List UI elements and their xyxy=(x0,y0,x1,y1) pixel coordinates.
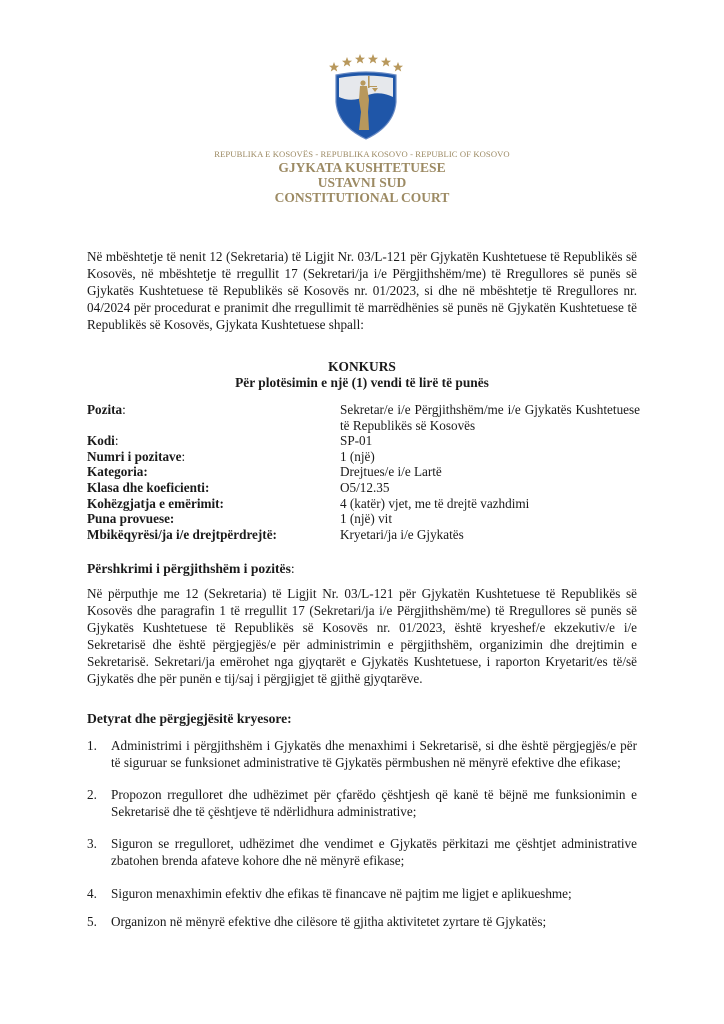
info-row-category xyxy=(87,464,647,480)
court-name-english: CONSTITUTIONAL COURT xyxy=(274,190,450,205)
stars-icon xyxy=(329,54,403,72)
court-name-albanian: GJYKATA KUSHTETUESE xyxy=(278,160,446,175)
list-item: 1. Administrimi i përgjithshëm i Gjykatës dhe menaxhimi i Sekretarisë, si dhe është përgjegjës/e për të siguruar se funksionet administrative të Gjykatës përmbushen në mënyrë efektive dhe efikase; xyxy=(87,738,637,770)
info-value: O5/12.35 xyxy=(340,479,390,495)
announcement-heading xyxy=(0,359,724,391)
info-label: Pozita xyxy=(87,402,123,417)
info-label: Puna provuese: xyxy=(87,511,175,527)
info-row-appointment-duration xyxy=(87,496,647,512)
list-item: 5. Organizon në mënyrë efektive dhe cilësore të gjitha aktivitetet zyrtare të Gjykatës; xyxy=(87,914,547,930)
position-info-table xyxy=(87,402,647,542)
info-value: 4 (katër) vjet, me të drejtë vazhdimi xyxy=(340,495,530,511)
list-item: 2. Propozon rregulloret dhe udhëzimet për çfarëdo çështjesh që kanë të bëjnë me funksionimin e Sekretarisë dhe të çështjeve të ndërlidhura administrative; xyxy=(87,787,637,819)
info-row-probation xyxy=(87,511,647,527)
info-value: 1 (një) vit xyxy=(340,511,393,527)
info-label: Kodi xyxy=(87,433,115,449)
info-row-position: Pozita: Sekretar/e i/e Përgjithshëm/me i/e Gjykatës Kushtetuese të Republikës së Kosovës xyxy=(87,402,640,433)
info-value: Kryetari/ja i/e Gjykatës xyxy=(340,526,464,542)
duties-heading: Detyrat dhe përgjegjësitë kryesore: xyxy=(87,711,292,726)
intro-paragraph: Në mbështetje të nenit 12 (Sekretaria) të Ligjit Nr. 03/L-121 për Gjykatën Kushtetuese të Republikës së Kosovës, në mbështetje të rregullit 17 (Sekretari/ja i/e Përgjithshëm/me) të Rregullores së punës së Gjykatës Kushtetuese të Republikës së Kosovës nr. 01/2023, si dhe në mbështetje të Rregullores nr. 04/2024 për procedurat e pranimit dhe rregullimit të marrëdhënies së punës në Gjykatën Kushtetuese të Republikës së Kosovës, Gjykata Kushtetuese shpall: xyxy=(87,249,637,332)
duties-list xyxy=(87,738,637,947)
list-item: 3. Siguron se rregulloret, udhëzimet dhe vendimet e Gjykatës përkitazi me çështjet administrative zbatohen brenda afateve kohore dhe në mënyrë efikase; xyxy=(87,836,637,868)
info-label: Kategoria: xyxy=(87,464,148,480)
court-name-serbian: USTAVNI SUD xyxy=(317,175,407,190)
info-value: Drejtues/e i/e Lartë xyxy=(340,464,442,480)
info-label: Klasa dhe koeficienti: xyxy=(87,479,210,495)
info-row-class-coefficient xyxy=(87,480,647,496)
info-label: Mbikëqyrësi/ja i/e drejtpërdrejtë: xyxy=(87,526,277,542)
info-label: Kohëzgjatja e emërimit: xyxy=(87,495,224,511)
republic-line: REPUBLIKA E KOSOVËS - REPUBLIKA KOSOVO - REPUBLIC OF KOSOVO xyxy=(214,149,510,159)
info-row-number-of-positions: Numri i pozitave: 1 (një) xyxy=(87,449,647,465)
info-row-supervisor xyxy=(87,527,647,543)
description-heading: Përshkrimi i përgjithshëm i pozitës: xyxy=(87,561,295,576)
info-label: Numri i pozitave xyxy=(87,448,182,464)
description-paragraph: Në përputhje me 12 (Sekretaria) të Ligjit Nr. 03/L-121 për Gjykatën Kushtetuese të Republikës së Kosovës dhe paragrafin 1 të rregullit 17 (Sekretari/ja i/e Përgjithshëm/me) të Rregullores së punës së Gjykatës Kushtetuese të Republikës së Kosovës nr. 01/2023, është kryeshef/e ekzekutiv/e i/e Sekretarisë dhe është përgjegjës/e për administrimin e përgjithshëm, organizimin dhe drejtimin e Sekretarisë. Sekretari/ja emërohet nga gjyqtarët e Gjykatës Kushtetuese, i raporton Kryetarit/es të/së Gjykatës dhe për punën e tij/saj i përgjigjet të gjithë gjyqtarëve. xyxy=(87,586,637,686)
list-item: 4. Siguron menaxhimin efektiv dhe efikas të financave në pajtim me ligjet e aplikueshme; xyxy=(87,885,572,901)
info-value: SP-01 xyxy=(340,433,373,449)
info-value: Sekretar/e i/e Përgjithshëm/me i/e Gjykatës Kushtetuese të Republikës së Kosovës xyxy=(340,402,640,433)
kosovo-constitutional-court-emblem-icon xyxy=(328,50,404,140)
info-row-code: Kodi: SP-01 xyxy=(87,433,647,449)
announcement-subtitle: Për plotësimin e një (1) vendi të lirë të punës xyxy=(235,375,489,390)
info-value: 1 (një) xyxy=(340,448,375,464)
announcement-title: KONKURS xyxy=(328,359,396,374)
